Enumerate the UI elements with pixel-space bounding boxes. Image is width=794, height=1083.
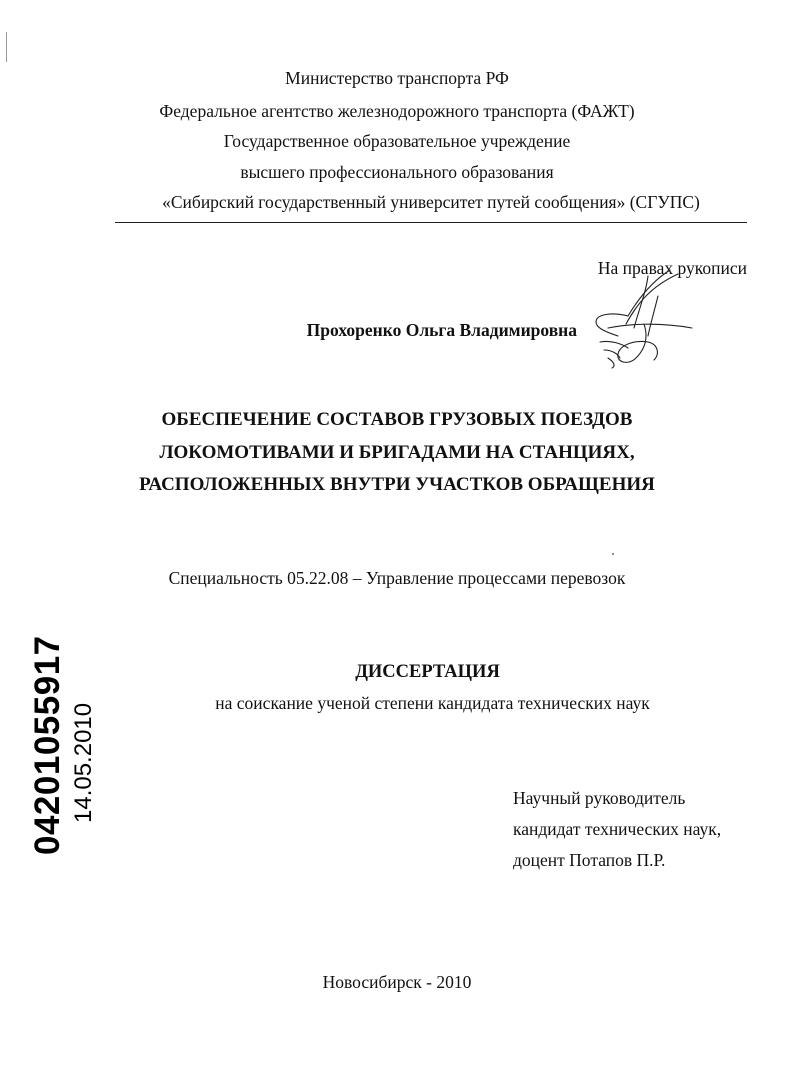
scan-speck: [612, 553, 614, 555]
institution-type-line: Государственное образовательное учреждение: [223, 131, 571, 151]
title-line-1: ОБЕСПЕЧЕНИЕ СОСТАВОВ ГРУЗОВЫХ ПОЕЗДОВ: [161, 409, 633, 430]
work-type-heading: ДИССЕРТАЦИЯ: [355, 662, 500, 682]
rights-note: На правах рукописи: [597, 258, 747, 278]
handwritten-signature: [588, 266, 698, 370]
supervisor-name: доцент Потапов П.Р.: [513, 850, 666, 870]
specialty-line: Специальность 05.22.08 – Управление процессами перевозок: [168, 568, 626, 588]
agency-line: Федеральное агентство железнодорожного транспорта (ФАЖТ): [159, 101, 635, 121]
university-line: «Сибирский государственный университет путей сообщения» (СГУПС): [162, 192, 700, 212]
header-divider: [115, 222, 747, 223]
supervisor-degree: кандидат технических наук,: [513, 819, 722, 839]
supervisor-role: Научный руководитель: [513, 788, 686, 808]
title-line-3: РАСПОЛОЖЕННЫХ ВНУТРИ УЧАСТКОВ ОБРАЩЕНИЯ: [139, 474, 655, 495]
registration-date: 14.05.2010: [70, 702, 97, 823]
registration-number: 04201055917: [28, 635, 67, 855]
scan-edge-mark: [6, 32, 7, 62]
degree-line: на соискание ученой степени кандидата технических наук: [215, 693, 650, 713]
author-name: Прохоренко Ольга Владимировна: [306, 320, 577, 340]
city-year: Новосибирск - 2010: [322, 972, 472, 992]
ministry-line: Министерство транспорта РФ: [285, 68, 509, 88]
education-level-line: высшего профессионального образования: [240, 162, 554, 182]
title-line-2: ЛОКОМОТИВАМИ И БРИГАДАМИ НА СТАНЦИЯХ,: [159, 442, 635, 463]
